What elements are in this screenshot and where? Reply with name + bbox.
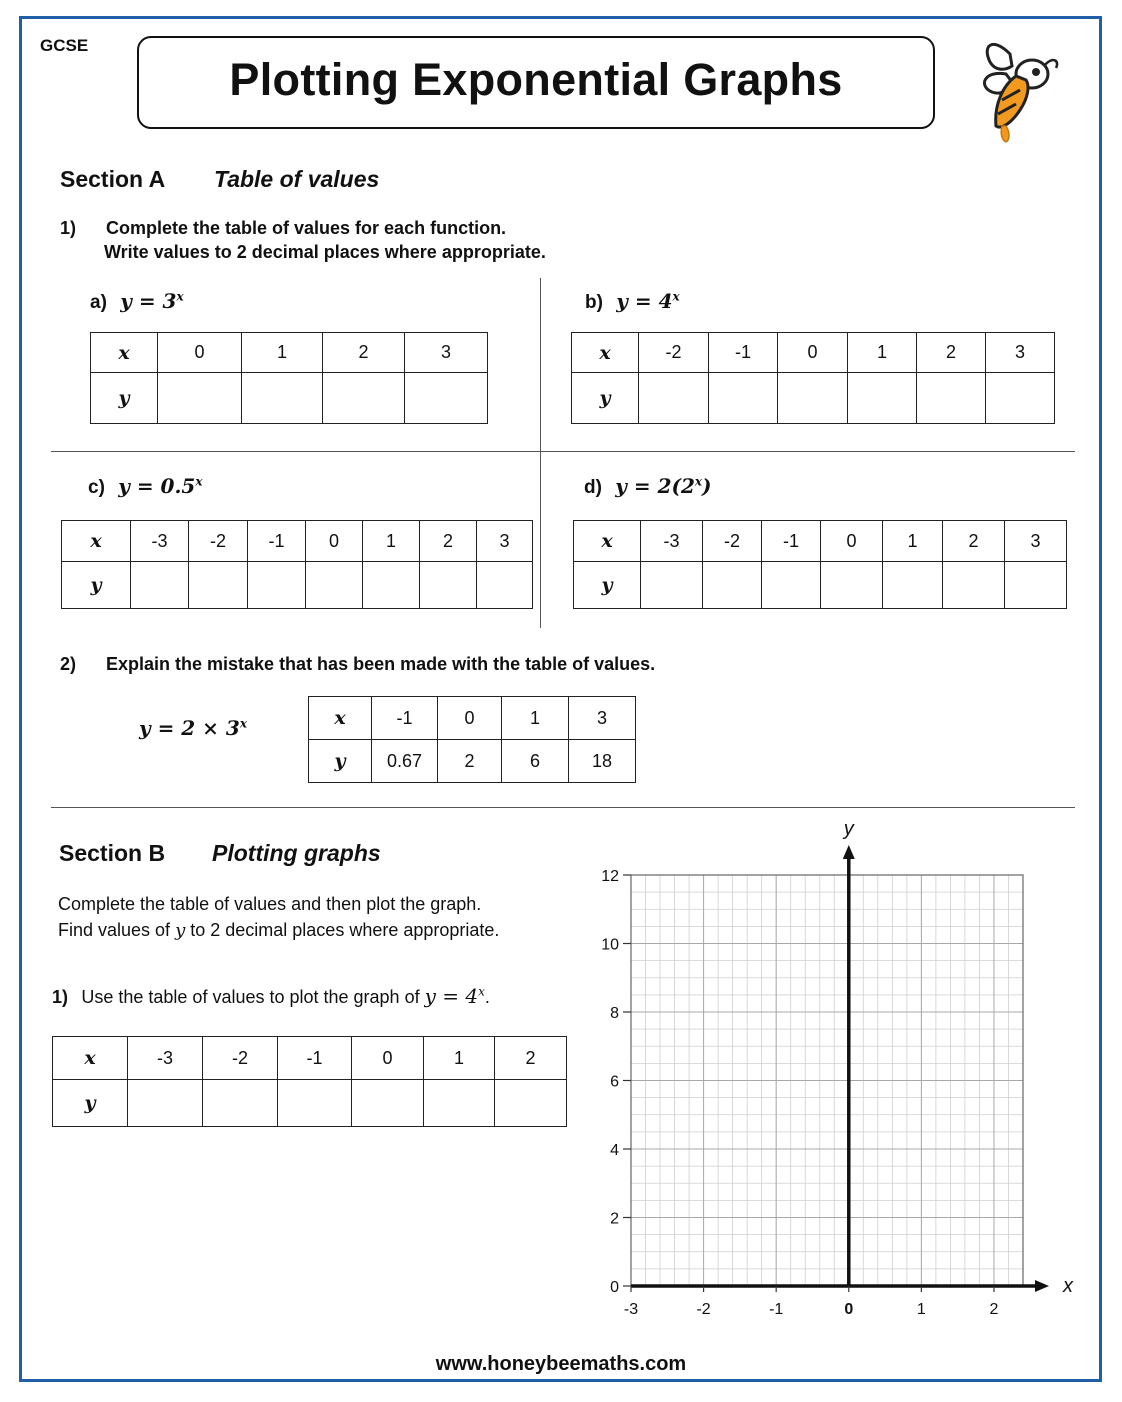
x-value-cell: -2: [189, 521, 248, 562]
part-d-label: [584, 474, 712, 499]
exponent: x: [176, 289, 184, 304]
part-c-label: [88, 474, 203, 499]
x-value-cell: -1: [248, 521, 306, 562]
line2-text-a: Find values of: [58, 920, 176, 940]
question-number: 1): [52, 987, 69, 1007]
question-2-text: Explain the mistake that has been made with the table of values.: [106, 654, 656, 674]
x-value-cell: 3: [477, 521, 533, 562]
x-value-cell: 0: [158, 333, 242, 373]
x-value-cell: 1: [242, 333, 323, 373]
function-text: y = 4: [424, 984, 479, 1008]
question-1-number: 1): [60, 218, 77, 238]
exponent: x: [478, 984, 485, 999]
x-value-cell: 1: [363, 521, 420, 562]
y-answer-cell[interactable]: [189, 562, 248, 609]
exponent: x: [694, 474, 703, 489]
row-header-y: y: [572, 373, 639, 424]
section-a-heading: Section A: [60, 166, 166, 192]
y-answer-cell[interactable]: [778, 373, 848, 424]
graph-axes[interactable]: [580, 815, 1080, 1335]
question-2-function: [139, 716, 247, 740]
x-value-cell: 1: [848, 333, 917, 373]
row-header-x: x: [62, 521, 131, 562]
section-b-subheading: Plotting graphs: [212, 840, 381, 866]
y-tick-label: 12: [601, 868, 619, 885]
x-value-cell: 0: [438, 697, 502, 740]
function-text: y = 2(2: [615, 474, 695, 498]
y-answer-cell[interactable]: [883, 562, 943, 609]
row-header-y: y: [309, 740, 372, 783]
x-value-cell: -3: [128, 1037, 203, 1080]
y-answer-cell[interactable]: [242, 373, 323, 424]
table-part-b: [571, 332, 1055, 424]
y-answer-cell[interactable]: [158, 373, 242, 424]
x-value-cell: 0: [778, 333, 848, 373]
x-value-cell: 0: [306, 521, 363, 562]
x-value-cell: 3: [569, 697, 636, 740]
y-answer-cell[interactable]: [352, 1080, 424, 1127]
question-1-line1: Complete the table of values for each function.: [106, 218, 507, 238]
x-value-cell: 1: [424, 1037, 495, 1080]
x-value-cell: 2: [943, 521, 1005, 562]
section-b-question-1: [52, 984, 490, 1008]
section-b-heading: Section B: [59, 840, 166, 866]
x-tick-label: 0: [844, 1301, 854, 1318]
question-text: Use the table of values to plot the graph of: [81, 987, 425, 1007]
x-value-cell: -1: [372, 697, 438, 740]
y-answer-cell[interactable]: [917, 373, 986, 424]
exponent: x: [195, 474, 203, 489]
table-section-b: [52, 1036, 567, 1127]
x-value-cell: 2: [420, 521, 477, 562]
y-value-cell: 18: [569, 740, 636, 783]
table-part-c: [61, 520, 533, 609]
x-value-cell: -2: [703, 521, 762, 562]
y-answer-cell[interactable]: [986, 373, 1055, 424]
y-value-cell: 2: [438, 740, 502, 783]
part-label: c): [88, 477, 105, 498]
question-1-line2: Write values to 2 decimal places where appropriate.: [104, 242, 546, 262]
row-header-y: y: [53, 1080, 128, 1127]
part-label: a): [90, 292, 107, 313]
x-value-cell: 3: [405, 333, 488, 373]
row-header-x: x: [91, 333, 158, 373]
y-answer-cell[interactable]: [248, 562, 306, 609]
part-b-label: [585, 289, 680, 314]
x-value-cell: 0: [352, 1037, 424, 1080]
function-text: y = 3: [120, 289, 177, 313]
x-value-cell: 2: [495, 1037, 567, 1080]
y-answer-cell[interactable]: [703, 562, 762, 609]
exponent: x: [672, 289, 680, 304]
y-answer-cell[interactable]: [128, 1080, 203, 1127]
x-tick-label: 2: [989, 1301, 999, 1318]
section-b-line2: [58, 920, 499, 941]
y-tick-label: 6: [610, 1073, 619, 1091]
x-value-cell: 2: [917, 333, 986, 373]
function-close: ): [702, 474, 712, 498]
part-label: d): [584, 477, 602, 498]
y-answer-cell[interactable]: [203, 1080, 278, 1127]
x-tick-label: -3: [623, 1301, 639, 1318]
x-value-cell: -2: [639, 333, 709, 373]
footer-url: www.honeybeemaths.com: [435, 1353, 687, 1375]
table-question-2: [308, 696, 636, 783]
x-value-cell: -1: [709, 333, 778, 373]
row-header-y: y: [91, 373, 158, 424]
section-divider: [51, 807, 1075, 808]
y-answer-cell[interactable]: [641, 562, 703, 609]
question-end: .: [484, 987, 490, 1007]
y-value-cell: 0.67: [372, 740, 438, 783]
x-value-cell: -3: [641, 521, 703, 562]
x-tick-label: -1: [769, 1301, 784, 1318]
part-a-label: [90, 289, 184, 314]
row-header-y: y: [574, 562, 641, 609]
x-axis-label: x: [1063, 1275, 1073, 1297]
x-tick-label: 1: [916, 1301, 926, 1318]
exponent: x: [239, 716, 247, 731]
y-axis-label: y: [843, 818, 854, 840]
line2-variable: y: [175, 920, 186, 941]
x-value-cell: 0: [821, 521, 883, 562]
y-answer-cell[interactable]: [363, 562, 420, 609]
y-answer-cell[interactable]: [1005, 562, 1067, 609]
y-answer-cell[interactable]: [424, 1080, 495, 1127]
grid-divider-vertical: [540, 278, 541, 628]
part-label: b): [585, 292, 603, 313]
y-tick-label: 2: [610, 1210, 619, 1228]
section-b-line1: Complete the table of values and then plot the graph.: [58, 894, 482, 914]
y-value-cell: 6: [502, 740, 569, 783]
x-value-cell: 3: [986, 333, 1055, 373]
y-axis-arrow: [843, 845, 855, 859]
line2-text-b: to 2 decimal places where appropriate.: [185, 920, 500, 940]
bee-logo-icon: [972, 26, 1082, 151]
y-answer-cell[interactable]: [943, 562, 1005, 609]
row-header-y: y: [62, 562, 131, 609]
function-text: y = 0.5: [118, 474, 196, 498]
y-answer-cell[interactable]: [639, 373, 709, 424]
row-header-x: x: [53, 1037, 128, 1080]
y-answer-cell[interactable]: [709, 373, 778, 424]
y-tick-label: 0: [610, 1279, 619, 1296]
table-part-d: [573, 520, 1067, 609]
function-text: y = 2 × 3: [139, 716, 240, 740]
x-value-cell: 1: [502, 697, 569, 740]
question-2-number: 2): [60, 654, 77, 674]
y-answer-cell[interactable]: [848, 373, 917, 424]
y-answer-cell[interactable]: [495, 1080, 567, 1127]
function-text: y = 4: [616, 289, 673, 313]
section-a-subheading: Table of values: [214, 166, 380, 192]
row-header-x: x: [309, 697, 372, 740]
x-value-cell: -3: [131, 521, 189, 562]
grid-divider-horizontal: [51, 451, 1075, 452]
x-value-cell: 3: [1005, 521, 1067, 562]
y-answer-cell[interactable]: [762, 562, 821, 609]
y-answer-cell[interactable]: [131, 562, 189, 609]
y-answer-cell[interactable]: [323, 373, 405, 424]
x-value-cell: -2: [203, 1037, 278, 1080]
y-answer-cell[interactable]: [821, 562, 883, 609]
y-tick-label: 10: [601, 936, 619, 954]
x-value-cell: -1: [762, 521, 821, 562]
x-tick-label: -2: [696, 1301, 711, 1318]
y-answer-cell[interactable]: [405, 373, 488, 424]
row-header-x: x: [572, 333, 639, 373]
page-title: Plotting Exponential Graphs: [229, 54, 843, 105]
y-tick-label: 4: [610, 1142, 619, 1159]
y-answer-cell[interactable]: [420, 562, 477, 609]
x-value-cell: 1: [883, 521, 943, 562]
x-value-cell: -1: [278, 1037, 352, 1080]
level-label: GCSE: [40, 36, 89, 55]
y-answer-cell[interactable]: [306, 562, 363, 609]
x-axis-arrow: [1035, 1280, 1049, 1292]
y-answer-cell[interactable]: [278, 1080, 352, 1127]
x-value-cell: 2: [323, 333, 405, 373]
y-tick-label: 8: [610, 1005, 619, 1022]
y-answer-cell[interactable]: [477, 562, 533, 609]
table-part-a: [90, 332, 488, 424]
row-header-x: x: [574, 521, 641, 562]
